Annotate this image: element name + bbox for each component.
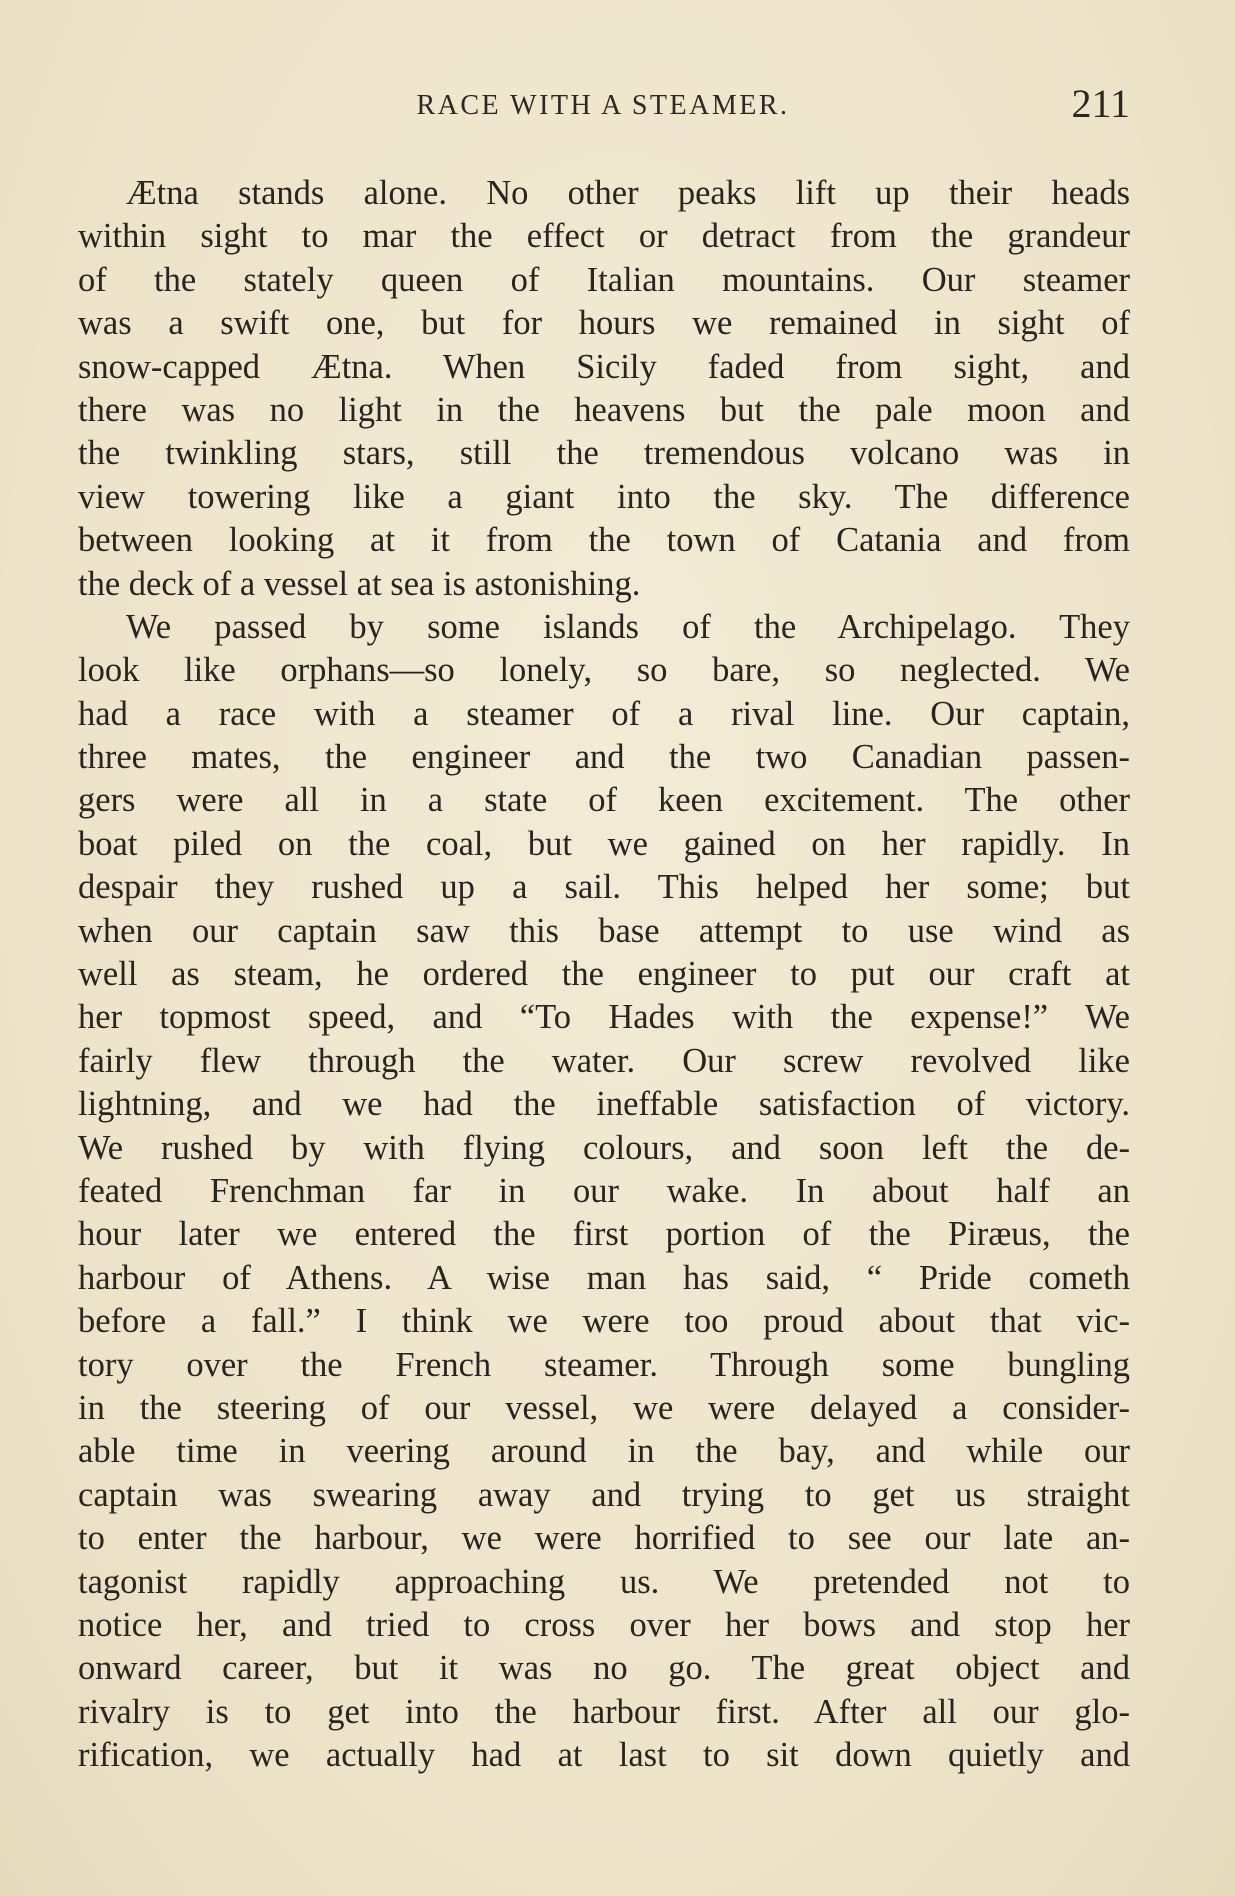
body-text bbox=[78, 172, 1130, 1777]
text-line: We passed by some islands of the Archipelago. They bbox=[126, 607, 1130, 646]
text-line: rivalry is to get into the harbour first. After all our glo- bbox=[78, 1692, 1130, 1731]
text-line: tagonist rapidly approaching us. We pretended not to bbox=[78, 1562, 1130, 1601]
text-line: feated Frenchman far in our wake. In about half an bbox=[78, 1171, 1130, 1210]
text-line: notice her, and tried to cross over her bows and stop her bbox=[78, 1605, 1130, 1644]
text-line: before a fall.” I think we were too proud about that vic- bbox=[78, 1302, 1130, 1341]
text-line: between looking at it from the town of Catania and from bbox=[78, 521, 1130, 560]
text-line: onward career, but it was no go. The great object and bbox=[78, 1649, 1130, 1688]
running-head bbox=[76, 80, 1130, 130]
text-line: her topmost speed, and “To Hades with the expense!” We bbox=[78, 998, 1130, 1037]
text-line: lightning, and we had the ineffable satisfaction of victory. bbox=[78, 1085, 1130, 1124]
text-line: fairly flew through the water. Our screw revolved like bbox=[78, 1041, 1130, 1080]
text-line: view towering like a giant into the sky. The difference bbox=[78, 477, 1130, 516]
text-line: boat piled on the coal, but we gained on her rapidly. In bbox=[78, 824, 1130, 863]
text-line: harbour of Athens. A wise man has said, “ Pride cometh bbox=[78, 1258, 1130, 1297]
text-line: three mates, the engineer and the two Canadian passen- bbox=[78, 738, 1130, 777]
text-line: there was no light in the heavens but the pale moon and bbox=[78, 390, 1130, 429]
text-line: captain was swearing away and trying to get us straight bbox=[78, 1475, 1130, 1514]
text-line: able time in veering around in the bay, and while our bbox=[78, 1432, 1130, 1471]
text-line: gers were all in a state of keen excitement. The other bbox=[78, 781, 1130, 820]
text-line: the deck of a vessel at sea is astonishing. bbox=[78, 564, 641, 603]
text-line: Ætna stands alone. No other peaks lift up their heads bbox=[126, 174, 1130, 212]
text-line: to enter the harbour, we were horrified to see our late an- bbox=[78, 1519, 1130, 1558]
text-line: well as steam, he ordered the engineer to put our craft at bbox=[78, 955, 1130, 994]
text-line: rification, we actually had at last to sit down quietly and bbox=[78, 1736, 1130, 1775]
running-title: RACE WITH A STEAMER. bbox=[416, 90, 790, 121]
text-line: We rushed by with flying colours, and soon left the de- bbox=[78, 1128, 1130, 1167]
text-line: hour later we entered the first portion of the Piræus, the bbox=[78, 1215, 1130, 1254]
text-line: had a race with a steamer of a rival line. Our captain, bbox=[78, 694, 1130, 733]
text-line: was a swift one, but for hours we remained in sight of bbox=[78, 304, 1130, 343]
text-line: look like orphans—so lonely, so bare, so neglected. We bbox=[78, 651, 1130, 690]
text-line: within sight to mar the effect or detract from the grandeur bbox=[78, 217, 1130, 256]
text-line: in the steering of our vessel, we were delayed a consider- bbox=[78, 1388, 1130, 1427]
text-line: of the stately queen of Italian mountains. Our steamer bbox=[78, 260, 1130, 299]
text-line: snow-capped Ætna. When Sicily faded from sight, and bbox=[78, 347, 1130, 386]
text-line: tory over the French steamer. Through some bungling bbox=[78, 1345, 1130, 1384]
text-line: when our captain saw this base attempt to use wind as bbox=[78, 911, 1130, 950]
page-number: 211 bbox=[1071, 81, 1130, 126]
text-line: despair they rushed up a sail. This helped her some; but bbox=[78, 868, 1130, 907]
text-line: the twinkling stars, still the tremendous volcano was in bbox=[78, 434, 1130, 473]
